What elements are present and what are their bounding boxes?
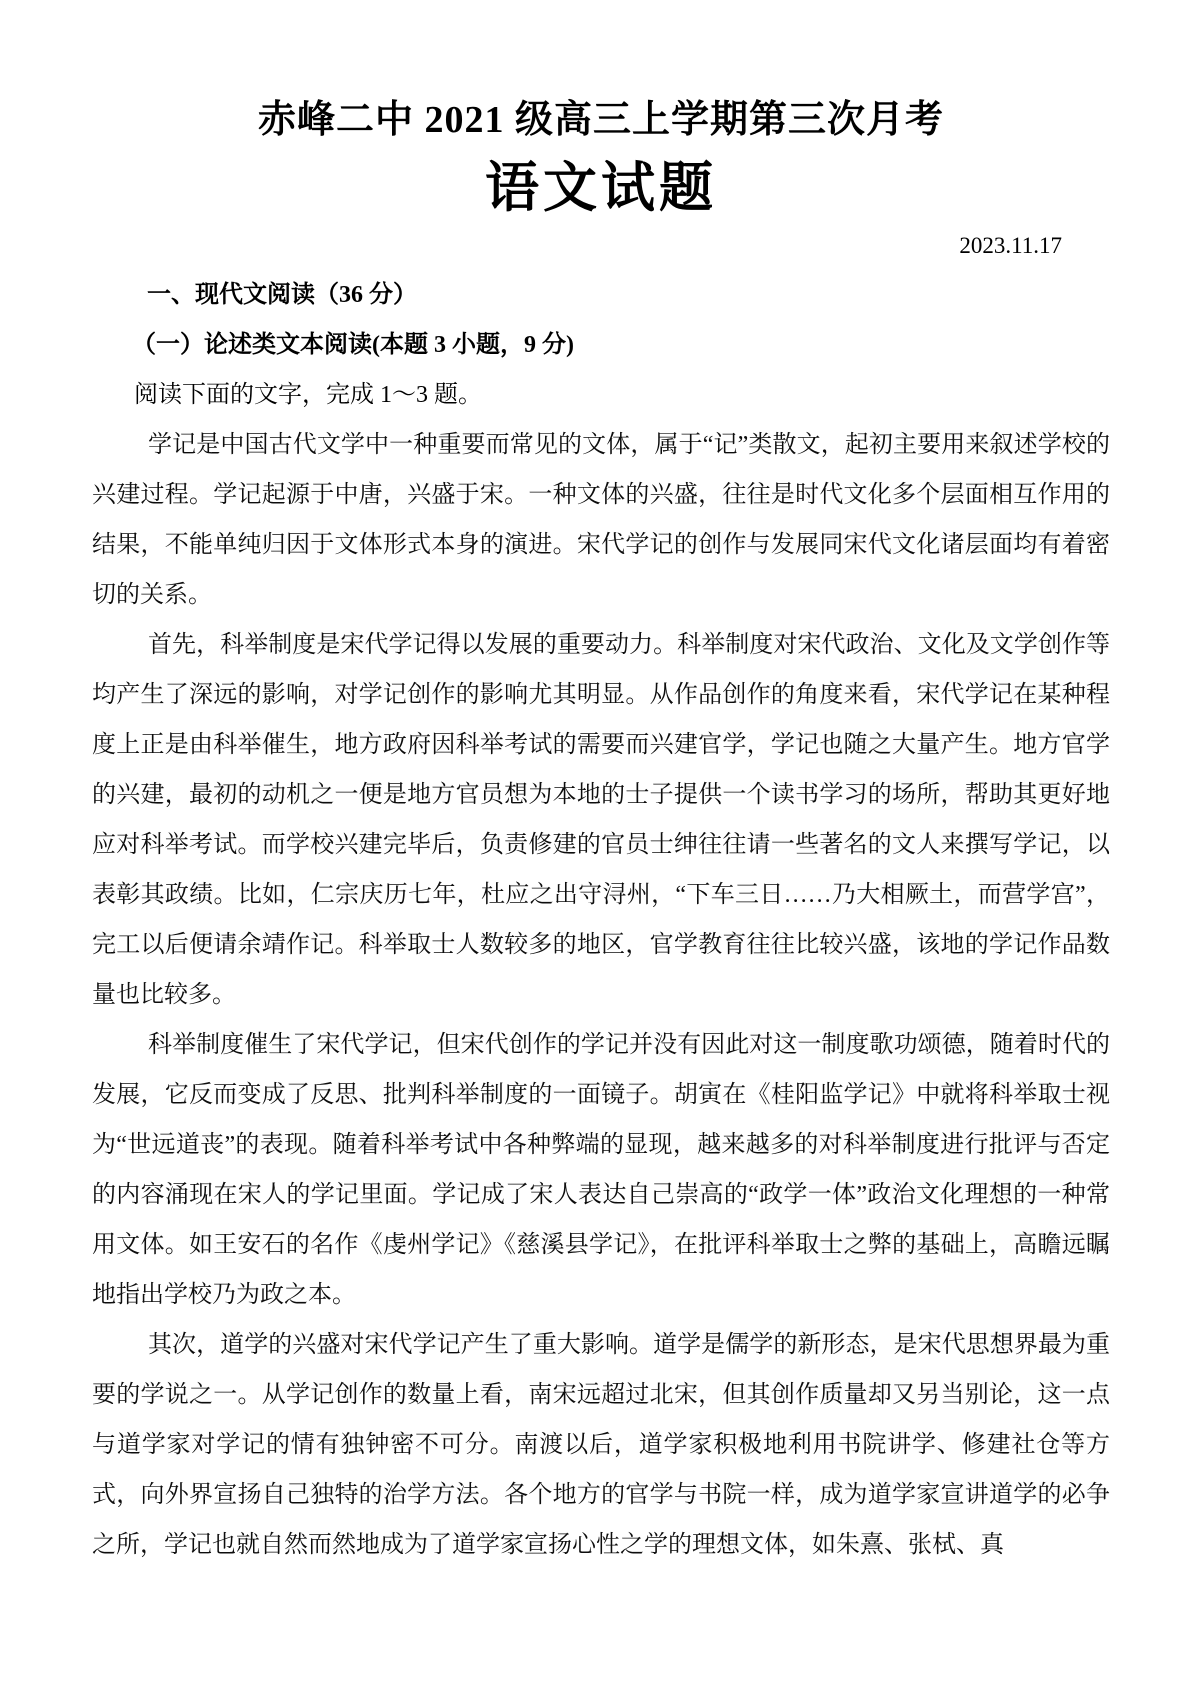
passage-paragraph-1: 学记是中国古代文学中一种重要而常见的文体，属于“记”类散文，起初主要用来叙述学校的兴建过程。学记起源于中唐，兴盛于宋。一种文体的兴盛，往往是时代文化多个层面相互作用的结果，不能单纯归因于文体形式本身的演进。宋代学记的创作与发展同宋代文化诸层面均有着密切的关系。 (92, 432, 1110, 609)
exam-title: 赤峰二中 2021 级高三上学期第三次月考 (257, 99, 944, 141)
subject-title: 语文试题 (485, 157, 717, 218)
passage-paragraph-2: 首先，科举制度是宋代学记得以发展的重要动力。科举制度对宋代政治、文化及文学创作等均产生了深远的影响，对学记创作的影响尤其明显。从作品创作的角度来看，宋代学记在某种程度上正是由科举催生，地方政府因科举考试的需要而兴建官学，学记也随之大量产生。地方官学的兴建，最初的动机之一便是地方官员想为本地的士子提供一个读书学习的场所，帮助其更好地应对科举考试。而学校兴建完毕后，负责修建的官员士绅往往请一些著名的文人来撰写学记，以表彰其政绩。比如，仁宗庆历七年，杜应之出守浔州，“下车三日……乃大相厥土，而营学宫”，完工以后便请余靖作记。科举取士人数较多的地区，官学教育往往比较兴盛，该地的学记作品数量也比较多。 (92, 632, 1110, 1009)
section-1-heading: 一、现代文阅读（36 分） (147, 282, 417, 309)
passage-paragraph-3: 科举制度催生了宋代学记，但宋代创作的学记并没有因此对这一制度歌功颂德，随着时代的发展，它反而变成了反思、批判科举制度的一面镜子。胡寅在《桂阳监学记》中就将科举取士视为“世远道丧”的表现。随着科举考试中各种弊端的显现，越来越多的对科举制度进行批评与否定的内容涌现在宋人的学记里面。学记成了宋人表达自己崇高的“政学一体”政治文化理想的一种常用文体。如王安石的名作《虔州学记》《慈溪县学记》，在批评科举取士之弊的基础上，高瞻远瞩地指出学校乃为政之本。 (92, 1032, 1110, 1309)
reading-instruction: 阅读下面的文字，完成 1～3 题。 (134, 382, 482, 409)
passage-paragraph-4: 其次，道学的兴盛对宋代学记产生了重大影响。道学是儒学的新形态，是宋代思想界最为重要的学说之一。从学记创作的数量上看，南宋远超过北宋，但其创作质量却又另当别论，这一点与道学家对学记的情有独钟密不可分。南渡以后，道学家积极地利用书院讲学、修建社仓等方式，向外界宣扬自己独特的治学方法。各个地方的官学与书院一样，成为道学家宣讲道学的必争之所，学记也就自然而然地成为了道学家宣扬心性之学的理想文体，如朱熹、张栻、真 (92, 1332, 1110, 1559)
subsection-1-heading: （一）论述类文本阅读(本题 3 小题，9 分) (132, 332, 574, 359)
exam-header (92, 100, 1110, 260)
exam-date: 2023.11.17 (959, 233, 1062, 259)
exam-body (92, 270, 1110, 1570)
